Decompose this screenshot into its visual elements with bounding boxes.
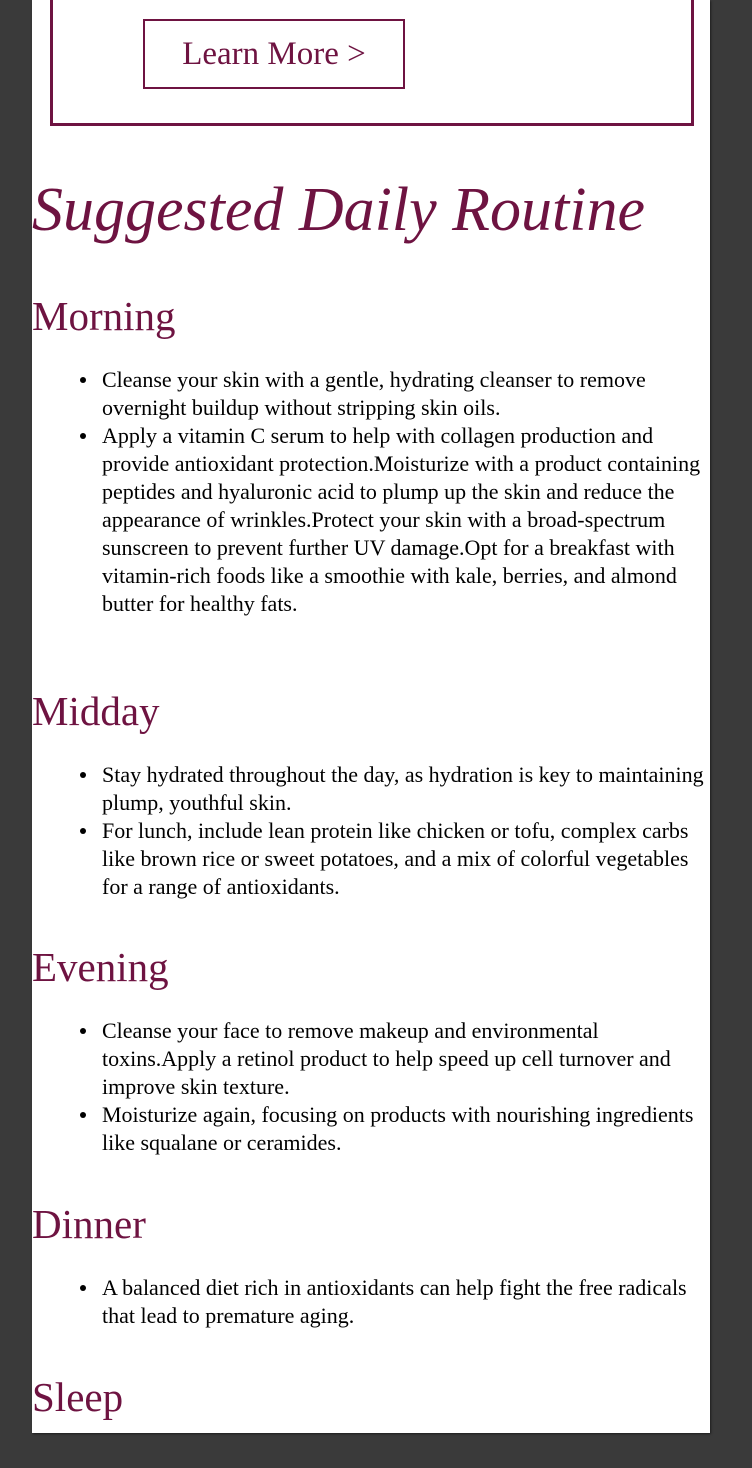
section-heading-morning: Morning [32,293,176,339]
promo-box [50,0,694,126]
page-title: Suggested Daily Routine [32,176,645,244]
document-page [32,0,710,1433]
list-item: Stay hydrated throughout the day, as hydration is key to maintaining plump, youthful skin. [102,761,708,817]
section-heading-sleep: Sleep [32,1374,124,1420]
morning-list [102,366,708,618]
section-heading-midday: Midday [32,688,160,734]
list-item: Apply a vitamin C serum to help with collagen production and provide antioxidant protection.Moisturize with a product containing peptides and hyaluronic acid to plump up the skin and reduce the appearance of wrinkles.Protect your skin with a broad-spectrum sunscreen to prevent further UV damage.Opt for a breakfast with vitamin-rich foods like a smoothie with kale, berries, and almond butter for healthy fats. [102,422,708,618]
section-heading-dinner: Dinner [32,1201,146,1247]
list-item: Cleanse your face to remove makeup and environmental toxins.Apply a retinol product to help speed up cell turnover and improve skin texture. [102,1017,708,1101]
list-item: Moisturize again, focusing on products with nourishing ingredients like squalane or ceramides. [102,1101,708,1157]
learn-more-button[interactable]: Learn More > [143,19,405,89]
list-item: For lunch, include lean protein like chicken or tofu, complex carbs like brown rice or sweet potatoes, and a mix of colorful vegetables for a range of antioxidants. [102,817,708,901]
dinner-list [102,1274,708,1330]
list-item: Cleanse your skin with a gentle, hydrating cleanser to remove overnight buildup without stripping skin oils. [102,366,708,422]
section-heading-evening: Evening [32,944,169,990]
evening-list [102,1017,708,1157]
list-item: A balanced diet rich in antioxidants can help fight the free radicals that lead to premature aging. [102,1274,708,1330]
midday-list [102,761,708,901]
